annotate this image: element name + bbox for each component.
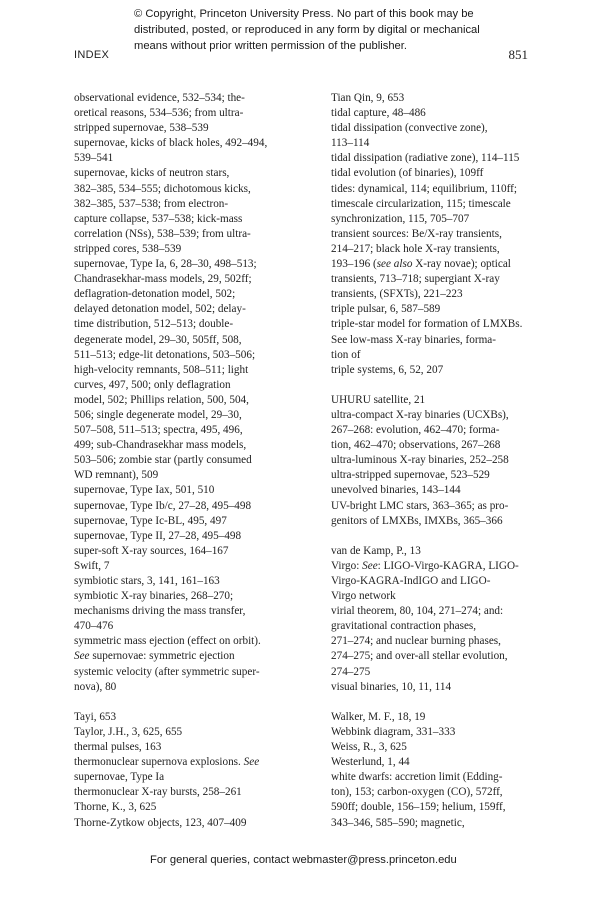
index-entry-line: 113–114 bbox=[331, 137, 370, 150]
index-entry-line: 506; single degenerate model, 29–30, bbox=[74, 408, 242, 421]
footer-contact: For general queries, contact webmaster@press.princeton.edu bbox=[150, 854, 457, 866]
index-entry-line: ultra-luminous X-ray binaries, 252–258 bbox=[331, 454, 509, 467]
index-entry-line: triple pulsar, 6, 587–589 bbox=[331, 303, 441, 316]
index-entry bbox=[331, 740, 563, 755]
index-entry bbox=[331, 770, 563, 830]
index-entry-line: time distribution, 512–513; double- bbox=[74, 318, 234, 331]
index-entry-line: See low-mass X-ray binaries, forma- bbox=[331, 333, 496, 346]
index-entry bbox=[74, 559, 310, 574]
section-gap bbox=[331, 529, 563, 544]
section-gap bbox=[74, 695, 310, 710]
index-entry bbox=[74, 499, 310, 514]
index-entry-line: 503–506; zombie star (partly consumed bbox=[74, 454, 252, 467]
index-entry-line: symmetric mass ejection (effect on orbit). bbox=[74, 635, 261, 648]
index-entry bbox=[74, 740, 310, 755]
index-entry bbox=[74, 725, 310, 740]
index-entry-line: stripped cores, 538–539 bbox=[74, 242, 182, 255]
index-entry-line: triple systems, 6, 52, 207 bbox=[331, 363, 444, 376]
index-entry-line: van de Kamp, P., 13 bbox=[331, 544, 421, 557]
index-entry-line: Thorne, K., 3, 625 bbox=[74, 801, 157, 814]
index-entry-line: ton), 153; carbon-oxygen (CO), 572ff, bbox=[331, 786, 503, 799]
index-entry-line: 271–274; and nuclear burning phases, bbox=[331, 635, 501, 648]
index-entry-line: triple-star model for formation of LMXBs. bbox=[331, 318, 523, 331]
running-head: INDEX bbox=[74, 49, 110, 61]
index-entry-line: timescale circularization, 115; timescale bbox=[331, 197, 511, 210]
index-entry bbox=[74, 755, 310, 785]
index-entry-line: observational evidence, 532–534; the- bbox=[74, 92, 245, 104]
index-entry bbox=[74, 136, 310, 166]
index-entry-line: 382–385, 534–555; dichotomous kicks, bbox=[74, 182, 251, 195]
index-entry-line: thermal pulses, 163 bbox=[74, 741, 162, 754]
index-entry-line: 470–476 bbox=[74, 620, 114, 633]
index-entry-line: ultra-stripped supernovae, 523–529 bbox=[331, 469, 490, 482]
index-entry-line: 507–508, 511–513; spectra, 495, 496, bbox=[74, 424, 243, 437]
index-entry-line: supernovae, Type Ia, 6, 28–30, 498–513; bbox=[74, 258, 257, 271]
index-entry bbox=[331, 755, 563, 770]
index-entry bbox=[331, 559, 563, 604]
index-entry-line: 274–275; and over-all stellar evolution, bbox=[331, 650, 508, 663]
index-entry bbox=[331, 468, 563, 483]
index-entry-line: stripped supernovae, 538–539 bbox=[74, 122, 209, 135]
index-entry bbox=[74, 166, 310, 257]
index-entry-line: transients, (SFXTs), 221–223 bbox=[331, 288, 463, 301]
index-entry bbox=[331, 302, 563, 317]
index-entry-line: 539–541 bbox=[74, 152, 114, 165]
index-entry-line: white dwarfs: accretion limit (Edding- bbox=[331, 771, 503, 784]
index-entry-line: UV-bright LMC stars, 363–365; as pro- bbox=[331, 499, 509, 512]
index-entry-line: Virgo network bbox=[331, 590, 396, 603]
index-entry bbox=[331, 483, 563, 498]
index-entry-line: Thorne-Zytkow objects, 123, 407–409 bbox=[74, 816, 247, 829]
index-entry-line: capture collapse, 537–538; kick-mass bbox=[74, 212, 243, 225]
index-entry-line: supernovae, Type Ib/c, 27–28, 495–498 bbox=[74, 499, 252, 512]
index-entry-line: degenerate model, 29–30, 505ff, 508, bbox=[74, 333, 242, 346]
index-entry bbox=[331, 544, 563, 559]
index-entry-line: See supernovae: symmetric ejection bbox=[74, 650, 235, 663]
index-entry bbox=[331, 363, 563, 378]
index-entry-line: supernovae, Type Ic-BL, 495, 497 bbox=[74, 514, 227, 527]
section-gap bbox=[331, 378, 563, 393]
index-entry bbox=[331, 725, 563, 740]
index-column-left bbox=[74, 91, 310, 831]
index-entry-line: ultra-compact X-ray binaries (UCXBs), bbox=[331, 408, 509, 421]
copyright-notice bbox=[134, 6, 494, 54]
index-entry-line: oretical reasons, 534–536; from ultra- bbox=[74, 107, 244, 120]
index-entry bbox=[331, 408, 563, 453]
index-entry-line: supernovae, Type Iax, 501, 510 bbox=[74, 484, 215, 497]
index-entry-line: nova), 80 bbox=[74, 680, 117, 693]
index-entry-line: Virgo: See: LIGO-Virgo-KAGRA, LIGO- bbox=[331, 559, 519, 572]
index-entry-line: 382–385, 537–538; from electron- bbox=[74, 197, 229, 210]
index-entry-line: virial theorem, 80, 104, 271–274; and: bbox=[331, 605, 504, 618]
index-entry-line: correlation (NSs), 538–539; from ultra- bbox=[74, 227, 251, 240]
index-entry-line: tidal evolution (of binaries), 109ff bbox=[331, 167, 484, 180]
index-entry-line: Weiss, R., 3, 625 bbox=[331, 741, 407, 754]
index-entry bbox=[74, 785, 310, 800]
index-entry-line: tidal capture, 48–486 bbox=[331, 107, 426, 120]
index-entry-line: Tian Qin, 9, 653 bbox=[331, 92, 405, 104]
index-entry-line: 343–346, 585–590; magnetic, bbox=[331, 816, 465, 829]
index-entry-line: tides: dynamical, 114; equilibrium, 110ff; bbox=[331, 182, 518, 195]
index-entry bbox=[331, 91, 563, 106]
index-entry-line: 193–196 (see also X-ray novae); optical bbox=[331, 258, 511, 271]
index-entry bbox=[331, 604, 563, 679]
index-entry-line: supernovae, Type II, 27–28, 495–498 bbox=[74, 529, 242, 542]
index-entry bbox=[331, 393, 563, 408]
index-entry-line: 590ff; double, 156–159; helium, 159ff, bbox=[331, 801, 506, 814]
index-entry bbox=[74, 800, 310, 815]
index-entry bbox=[331, 227, 563, 302]
index-entry-line: tidal dissipation (radiative zone), 114–115 bbox=[331, 152, 520, 165]
index-entry-line: 499; sub-Chandrasekhar mass models, bbox=[74, 439, 247, 452]
index-entry bbox=[331, 499, 563, 529]
index-entry bbox=[74, 514, 310, 529]
index-entry-line: super-soft X-ray sources, 164–167 bbox=[74, 544, 229, 557]
index-entry-line: gravitational contraction phases, bbox=[331, 620, 477, 633]
index-entry-line: genitors of LMXBs, IMXBs, 365–366 bbox=[331, 514, 503, 527]
copyright-line: distributed, posted, or reproduced in any form by digital or mechanical bbox=[134, 24, 480, 36]
index-entry-line: supernovae, kicks of neutron stars, bbox=[74, 167, 230, 180]
index-entry-line: WD remnant), 509 bbox=[74, 469, 159, 482]
index-entry-line: Swift, 7 bbox=[74, 559, 110, 572]
index-entry-line: systemic velocity (after symmetric super- bbox=[74, 665, 260, 678]
index-entry-line: mechanisms driving the mass transfer, bbox=[74, 605, 246, 618]
index-entry-line: tidal dissipation (convective zone), bbox=[331, 122, 488, 135]
index-entry-line: 511–513; edge-lit detonations, 503–506; bbox=[74, 348, 256, 361]
index-entry bbox=[331, 453, 563, 468]
index-entry bbox=[74, 544, 310, 559]
index-entry bbox=[331, 182, 563, 227]
index-entry-line: synchronization, 115, 705–707 bbox=[331, 212, 470, 225]
index-entry-line: transients, 713–718; supergiant X-ray bbox=[331, 273, 500, 286]
index-entry-line: high-velocity remnants, 508–511; light bbox=[74, 363, 249, 376]
index-entry-line: tion of bbox=[331, 348, 361, 361]
index-entry bbox=[331, 317, 563, 362]
index-entry-line: transient sources: Be/X-ray transients, bbox=[331, 227, 502, 240]
index-entry bbox=[331, 121, 563, 151]
index-entry-line: UHURU satellite, 21 bbox=[331, 393, 426, 406]
copyright-line: means without prior written permission of the publisher. bbox=[134, 40, 407, 52]
index-entry-line: unevolved binaries, 143–144 bbox=[331, 484, 461, 497]
index-entry bbox=[74, 589, 310, 634]
index-entry-line: 267–268: evolution, 462–470; forma- bbox=[331, 424, 500, 437]
copyright-line: © Copyright, Princeton University Press. No part of this book may be bbox=[134, 8, 474, 20]
index-entry bbox=[331, 106, 563, 121]
index-entry-line: 214–217; black hole X-ray transients, bbox=[331, 242, 500, 255]
index-entry-line: tion, 462–470; observations, 267–268 bbox=[331, 439, 501, 452]
page-number: 851 bbox=[508, 47, 528, 62]
index-entry bbox=[74, 634, 310, 664]
index-entry bbox=[331, 151, 563, 166]
index-entry bbox=[74, 816, 310, 831]
index-entry-line: supernovae, kicks of black holes, 492–494, bbox=[74, 137, 268, 150]
index-entry bbox=[74, 665, 310, 695]
index-entry-line: deflagration-detonation model, 502; bbox=[74, 288, 236, 301]
index-entry-line: Westerlund, 1, 44 bbox=[331, 756, 410, 769]
index-entry-line: Tayi, 653 bbox=[74, 710, 117, 723]
index-column-right bbox=[331, 91, 563, 831]
index-entry bbox=[331, 710, 563, 725]
index-entry bbox=[74, 529, 310, 544]
index-entry bbox=[74, 574, 310, 589]
index-entry bbox=[74, 91, 310, 136]
index-entry-line: symbiotic X-ray binaries, 268–270; bbox=[74, 590, 234, 603]
index-entry-line: model, 502; Phillips relation, 500, 504, bbox=[74, 393, 249, 406]
index-entry-line: Walker, M. F., 18, 19 bbox=[331, 710, 426, 723]
index-entry-line: thermonuclear X-ray bursts, 258–261 bbox=[74, 786, 242, 799]
index-entry-line: supernovae, Type Ia bbox=[74, 771, 165, 784]
index-entry-line: thermonuclear supernova explosions. See bbox=[74, 756, 260, 769]
index-entry bbox=[74, 257, 310, 483]
index-entry-line: Chandrasekhar-mass models, 29, 502ff; bbox=[74, 273, 252, 286]
index-entry-line: Taylor, J.H., 3, 625, 655 bbox=[74, 725, 183, 738]
index-entry bbox=[331, 680, 563, 695]
index-entry-line: Webbink diagram, 331–333 bbox=[331, 725, 456, 738]
index-entry bbox=[74, 483, 310, 498]
index-entry-line: delayed detonation model, 502; delay- bbox=[74, 303, 246, 316]
index-entry bbox=[74, 710, 310, 725]
section-gap bbox=[331, 695, 563, 710]
index-entry-line: 274–275 bbox=[331, 665, 371, 678]
index-entry-line: symbiotic stars, 3, 141, 161–163 bbox=[74, 575, 220, 587]
index-entry-line: curves, 497, 500; only deflagration bbox=[74, 378, 231, 391]
index-entry-line: Virgo-KAGRA-IndIGO and LIGO- bbox=[331, 575, 491, 587]
index-entry bbox=[331, 166, 563, 181]
index-entry-line: visual binaries, 10, 11, 114 bbox=[331, 680, 452, 693]
